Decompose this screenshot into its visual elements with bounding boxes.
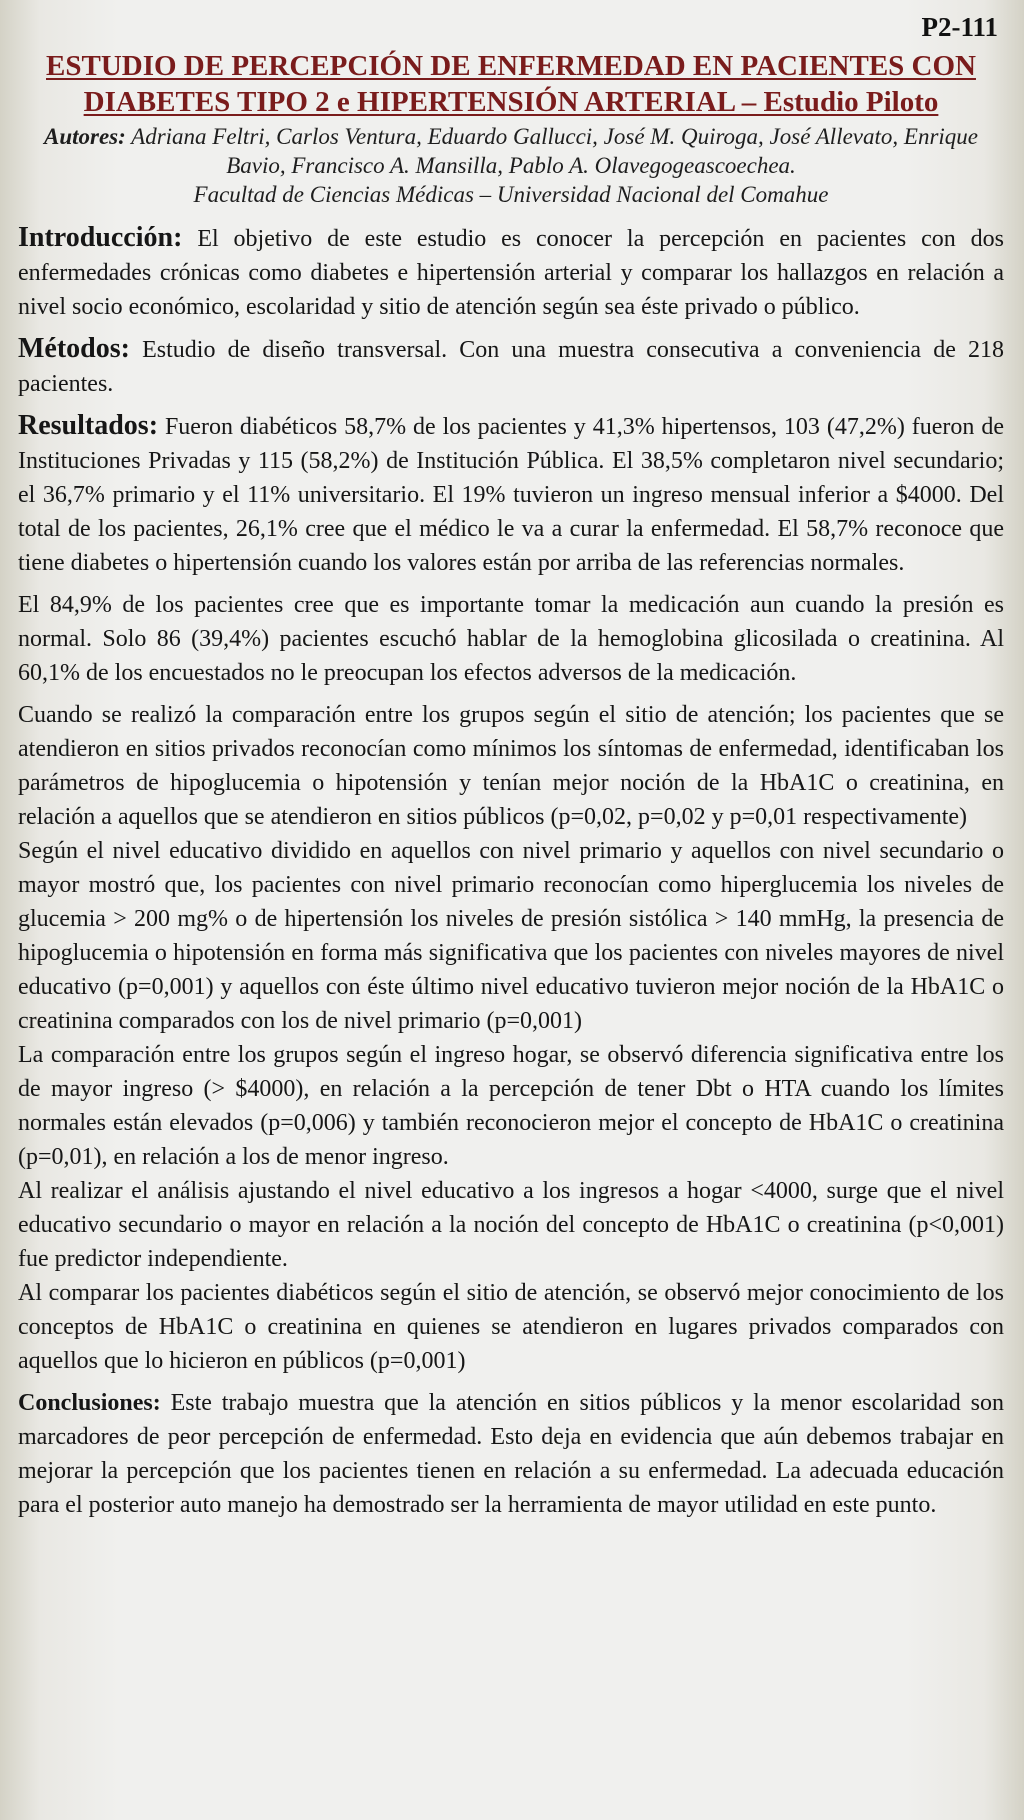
metodos-heading: Métodos: bbox=[18, 333, 130, 364]
resultados-paragraph: Cuando se realizó la comparación entre los grupos según el sitio de atención; los pacientes que se atendieron en sitios privados reconocían como mínimos los síntomas de enfermedad, identificaban los parámetros de hipoglucemia o hipotensión y tenían mejor noción de la HbA1C o creatinina, en relación a aquellos que se atendieron en sitios públicos (p=0,02, p=0,02 y p=0,01 respectivamente) bbox=[18, 702, 1004, 830]
resultados-paragraph: Al comparar los pacientes diabéticos según el sitio de atención, se observó mejor conocimiento de los conceptos de HbA1C o creatinina en quienes se atendieron en lugares privados comparados con aquellos que lo hicieron en públicos (p=0,001) bbox=[18, 1280, 1004, 1374]
affiliation: Facultad de Ciencias Médicas – Universidad Nacional del Comahue bbox=[193, 182, 829, 207]
conclusiones-text: Este trabajo muestra que la atención en sitios públicos y la menor escolaridad son marcadores de peor percepción de enfermedad. Esto deja en evidencia que aún debemos trabajar en mejorar la percepción que los pacientes tienen en relación a su enfermedad. La adecuada educación para el posterior auto manejo ha demostrado ser la herramienta de mayor utilidad en este punto. bbox=[18, 1390, 1004, 1518]
resultados-section bbox=[18, 409, 1004, 580]
introduccion-text: El objetivo de este estudio es conocer la percepción en pacientes con dos enfermedades crónicas como diabetes e hipertensión arterial y comparar los hallazgos en relación a nivel socio económico, escolaridad y sitio de atención según sea éste privado o público. bbox=[18, 226, 1004, 320]
poster-title: ESTUDIO DE PERCEPCIÓN DE ENFERMEDAD EN PACIENTES CON DIABETES TIPO 2 e HIPERTENSIÓN ARTERIAL – Estudio Piloto bbox=[46, 50, 976, 118]
conclusiones-heading: Conclusiones: bbox=[18, 1390, 161, 1416]
resultados-paragraph: Al realizar el análisis ajustando el nivel educativo a los ingresos a hogar <4000, surge que el nivel educativo secundario o mayor en relación a la noción del concepto de HbA1C o creatinina (p<0,001) fue predictor independiente. bbox=[18, 1178, 1004, 1272]
authors-label: Autores: bbox=[44, 124, 126, 149]
introduccion-section bbox=[18, 221, 1004, 324]
conclusiones-section bbox=[18, 1386, 1004, 1522]
metodos-section bbox=[18, 332, 1004, 401]
introduccion-heading: Introducción: bbox=[18, 222, 183, 253]
resultados-paragraph: La comparación entre los grupos según el ingreso hogar, se observó diferencia significativa entre los de mayor ingreso (> $4000), en relación a la percepción de tener Dbt o HTA cuando los límites normales están elevados (p=0,006) y también reconocieron mejor el concepto de HbA1C o creatinina (p=0,01), en relación a los de menor ingreso. bbox=[18, 1042, 1004, 1170]
resultados-heading: Resultados: bbox=[18, 410, 159, 441]
poster-id: P2-111 bbox=[921, 12, 998, 42]
resultados-paragraph: El 84,9% de los pacientes cree que es importante tomar la medicación aun cuando la presión es normal. Solo 86 (39,4%) pacientes escuchó hablar de la hemoglobina glicosilada o creatinina. Al 60,1% de los encuestados no le preocupan los efectos adversos de la medicación. bbox=[18, 592, 1004, 686]
resultados-text: Fueron diabéticos 58,7% de los pacientes y 41,3% hipertensos, 103 (47,2%) fueron de Instituciones Privadas y 115 (58,2%) de Institución Pública. El 38,5% completaron nivel secundario; el 36,7% primario y el 11% universitario. El 19% tuvieron un ingreso mensual inferior a $4000. Del total de los pacientes, 26,1% cree que el médico le va a curar la enfermedad. El 58,7% reconoce que tiene diabetes o hipertensión cuando los valores están por arriba de las referencias normales. bbox=[18, 414, 1004, 576]
resultados-paragraph: Según el nivel educativo dividido en aquellos con nivel primario y aquellos con nivel secundario o mayor mostró que, los pacientes con nivel primario reconocían como hiperglucemia los niveles de glucemia > 200 mg% o de hipertensión los niveles de presión sistólica > 140 mmHg, la presencia de hipoglucemia o hipotensión en forma más significativa que los pacientes con niveles mayores de nivel educativo (p=0,001) y aquellos con éste último nivel educativo tuvieron mejor noción de la HbA1C o creatinina comparados con los de nivel primario (p=0,001) bbox=[18, 838, 1004, 1034]
authors-names: Adriana Feltri, Carlos Ventura, Eduardo Gallucci, José M. Quiroga, José Allevato, Enrique Bavio, Francisco A. Mansilla, Pablo A. Olavegogeascoechea. bbox=[131, 124, 978, 178]
authors-line bbox=[18, 122, 1004, 180]
metodos-text: Estudio de diseño transversal. Con una muestra consecutiva a conveniencia de 218 pacientes. bbox=[18, 337, 1004, 397]
